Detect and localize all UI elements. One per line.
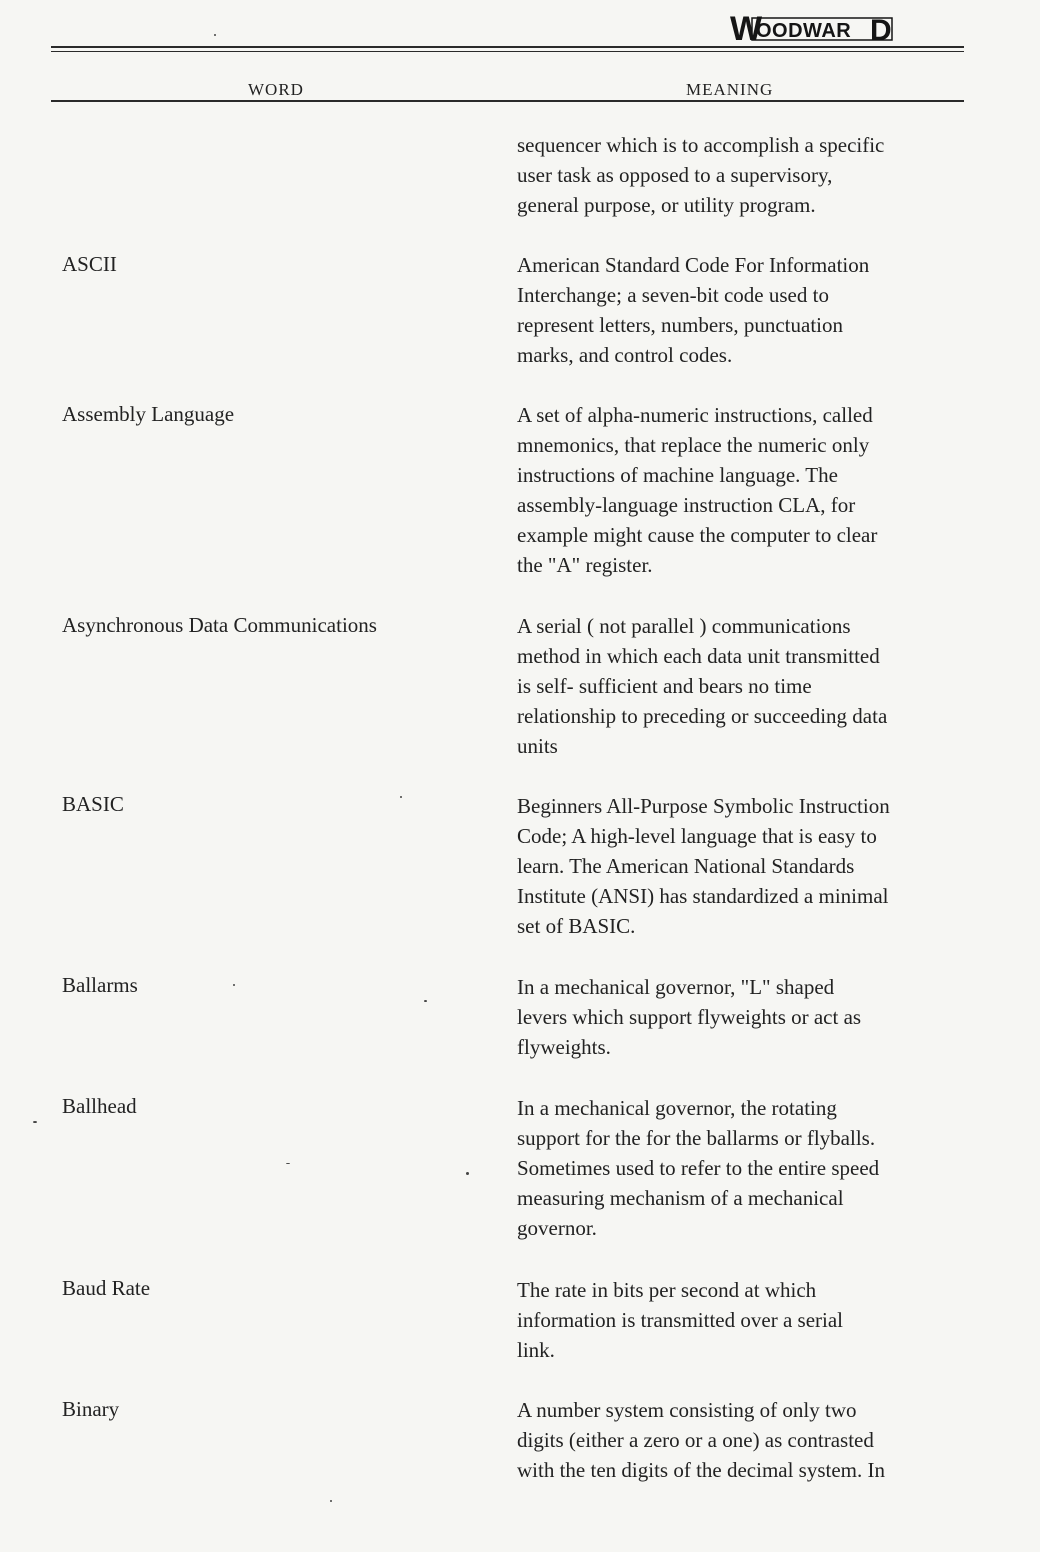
scan-speck bbox=[400, 796, 402, 798]
entry-meaning: In a mechanical governor, the rotating support for the for the ballarms or flyballs. Sometimes used to refer to the entire speed measuring mechanism of a mechanical governor. bbox=[517, 1096, 880, 1240]
entry-meaning: In a mechanical governor, "L" shaped levers which support flyweights or act as flyweights. bbox=[517, 975, 862, 1059]
entry-meaning: A set of alpha-numeric instructions, called mnemonics, that replace the numeric only instructions of machine language. The assembly-language instruction CLA, for example might cause the computer to clear the "A" register. bbox=[517, 403, 878, 577]
entry-meaning: A serial ( not parallel ) communications method in which each data unit transmitted is self- sufficient and bears no time relationship to preceding or succeeding data units bbox=[517, 614, 888, 758]
header-rule-thin bbox=[51, 51, 964, 52]
entry-meaning: A number system consisting of only two digits (either a zero or a one) as contrasted with the ten digits of the decimal system. In bbox=[517, 1398, 886, 1482]
column-header-rule bbox=[51, 100, 964, 102]
entry-meaning: sequencer which is to accomplish a specific user task as opposed to a supervisory, general purpose, or utility program. bbox=[517, 133, 885, 217]
svg-text:W: W bbox=[730, 10, 763, 46]
entry-meaning: The rate in bits per second at which information is transmitted over a serial link. bbox=[517, 1278, 843, 1362]
header-rule bbox=[51, 46, 964, 48]
svg-text:D: D bbox=[870, 14, 892, 46]
column-header-word: WORD bbox=[248, 80, 304, 99]
entry-term: Asynchronous Data Communications bbox=[62, 613, 377, 637]
column-header-meaning: MEANING bbox=[686, 80, 774, 99]
entry-term: Ballarms bbox=[62, 973, 138, 997]
entry-term: Assembly Language bbox=[62, 402, 235, 426]
entry-term: Ballhead bbox=[62, 1094, 137, 1118]
scan-speck bbox=[466, 1172, 469, 1175]
entry-term: BASIC bbox=[62, 792, 124, 816]
scan-speck bbox=[33, 1121, 37, 1123]
entry-meaning: American Standard Code For Information Interchange; a seven-bit code used to represent letters, numbers, punctuation marks, and control codes. bbox=[517, 253, 870, 367]
scan-speck bbox=[286, 1163, 290, 1164]
scan-speck bbox=[330, 1500, 332, 1502]
scan-speck bbox=[233, 984, 235, 986]
scan-speck bbox=[424, 1000, 427, 1002]
entry-meaning: Beginners All-Purpose Symbolic Instruction Code; A high-level language that is easy to learn. The American National Standards Institute (ANSI) has standardized a minimal set of BASIC. bbox=[517, 794, 890, 938]
entry-term: Binary bbox=[62, 1397, 120, 1421]
scan-speck bbox=[214, 34, 216, 36]
entry-term: ASCII bbox=[62, 252, 117, 276]
svg-text:OODWAR: OODWAR bbox=[756, 20, 852, 42]
woodward-logo bbox=[730, 10, 900, 46]
entry-term: Baud Rate bbox=[62, 1276, 151, 1300]
